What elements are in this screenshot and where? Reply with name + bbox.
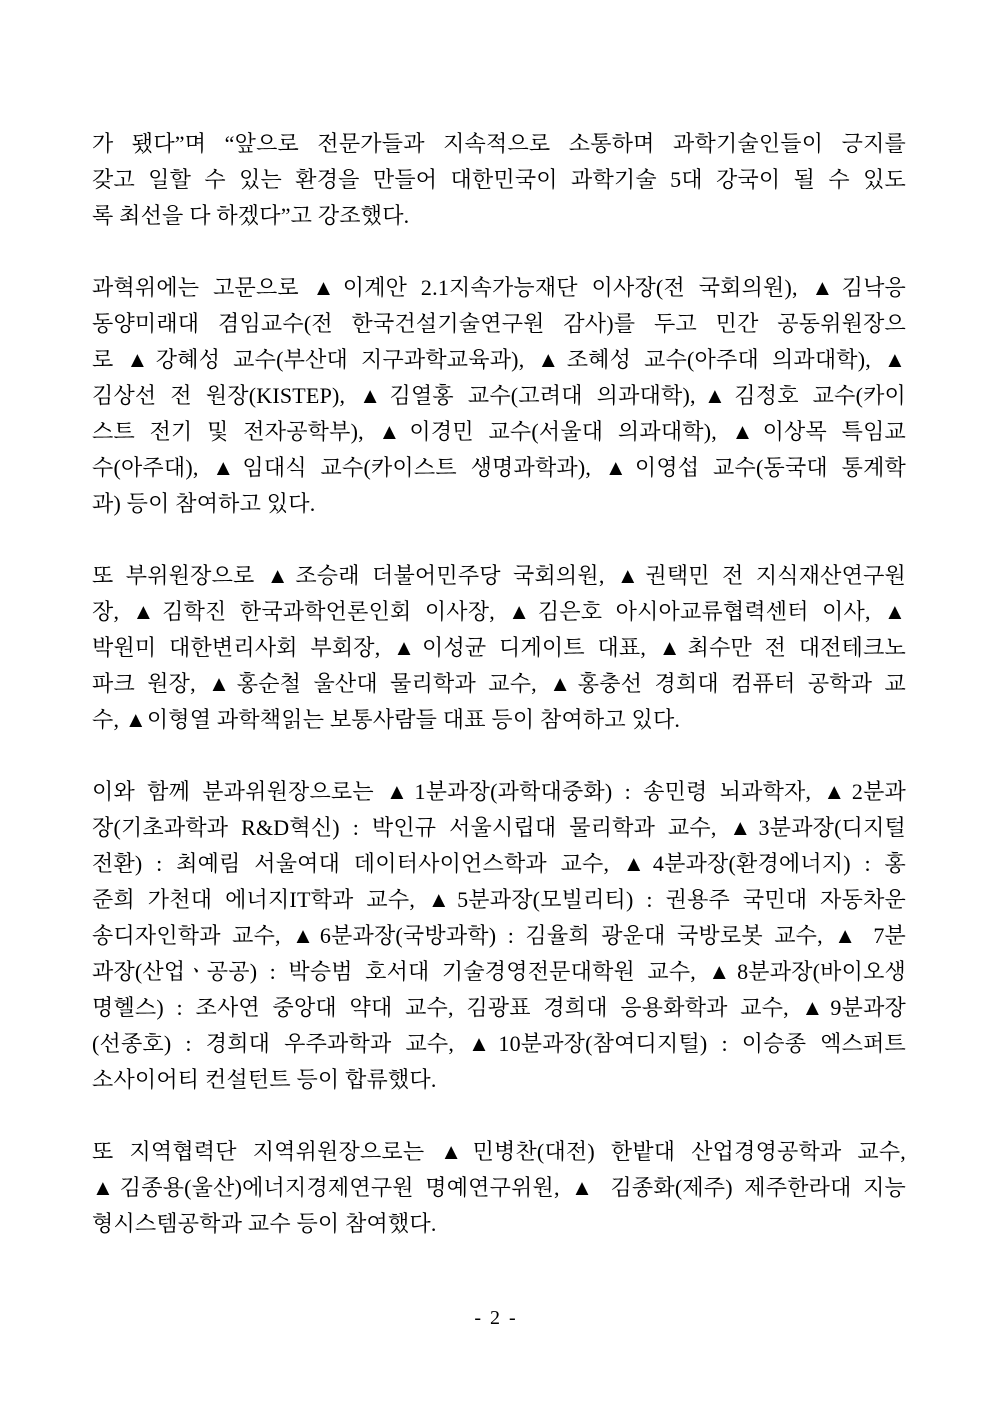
paragraph-line: 박원미 대한변리사회 부회장, ▲이성균 디게이트 대표, ▲최수만 전 대전테크노 — [92, 635, 906, 660]
paragraph-line: 갖고 일할 수 있는 환경을 만들어 대한민국이 과학기술 5대 강국이 될 수 있도 — [92, 167, 906, 192]
paragraph-line: 김상선 전 원장(KISTEP), ▲김열홍 교수(고려대 의과대학),▲김정호 교수(카이 — [92, 383, 906, 408]
paragraph-line: 또 부위원장으로 ▲조승래 더불어민주당 국회의원, ▲권택민 전 지식재산연구원 — [92, 563, 906, 588]
paragraph-line: 송디자인학과 교수, ▲6분과장(국방과학) : 김율희 광운대 국방로봇 교수, ▲ 7분 — [92, 923, 906, 948]
paragraph-line: (선종호) : 경희대 우주과학과 교수, ▲10분과장(참여디지털) : 이승종 엑스퍼트 — [92, 1031, 906, 1056]
paragraph-line: 가 됐다”며 “앞으로 전문가들과 지속적으로 소통하며 과학기술인들이 긍지를 — [92, 131, 906, 156]
paragraph-line: 명헬스) : 조사연 중앙대 약대 교수, 김광표 경희대 응용화학과 교수, ▲9분과장 — [92, 995, 906, 1020]
page-number: - 2 - — [474, 1307, 518, 1329]
paragraph-line: 전환) : 최예림 서울여대 데이터사이언스학과 교수, ▲4분과장(환경에너지) : 홍 — [92, 851, 906, 876]
paragraph-line: 과혁위에는 고문으로 ▲이계안 2.1지속가능재단 이사장(전 국회의원), ▲김낙응 — [92, 275, 906, 300]
paragraph — [92, 1134, 906, 1242]
paragraph-line: 소사이어티 컨설턴트 등이 합류했다. — [92, 1067, 437, 1092]
paragraph-line: ▲김종용(울산)에너지경제연구원 명예연구위원, ▲ 김종화(제주) 제주한라대 지능 — [92, 1175, 906, 1200]
paragraph-line: 과) 등이 참여하고 있다. — [92, 491, 316, 516]
paragraph — [92, 270, 906, 522]
paragraph — [92, 126, 906, 234]
paragraph-line: 파크 원장, ▲홍순철 울산대 물리학과 교수, ▲홍충선 경희대 컴퓨터 공학과 교 — [92, 671, 906, 696]
paragraph-line: 형시스템공학과 교수 등이 참여했다. — [92, 1211, 437, 1236]
paragraph-line: 로 ▲강혜성 교수(부산대 지구과학교육과), ▲조혜성 교수(아주대 의과대학), ▲ — [92, 347, 906, 372]
paragraph-line: 장, ▲김학진 한국과학언론인회 이사장, ▲김은호 아시아교류협력센터 이사, ▲ — [92, 599, 906, 624]
paragraph — [92, 558, 906, 738]
paragraph — [92, 774, 906, 1098]
paragraph-line: 수, ▲이형열 과학책읽는 보통사람들 대표 등이 참여하고 있다. — [92, 707, 681, 732]
paragraph-line: 이와 함께 분과위원장으로는 ▲1분과장(과학대중화) : 송민령 뇌과학자, ▲2분과 — [92, 779, 906, 804]
document-body — [92, 126, 906, 1242]
paragraph-line: 수(아주대), ▲임대식 교수(카이스트 생명과학과), ▲이영섭 교수(동국대 통계학 — [92, 455, 906, 480]
paragraph-line: 장(기초과학과 R&D혁신) : 박인규 서울시립대 물리학과 교수, ▲3분과장(디지털 — [92, 815, 906, 840]
paragraph-line: 과장(산업ㆍ공공) : 박승범 호서대 기술경영전문대학원 교수, ▲8분과장(바이오생 — [92, 959, 906, 984]
paragraph-line: 동양미래대 겸임교수(전 한국건설기술연구원 감사)를 두고 민간 공동위원장으 — [92, 311, 906, 336]
paragraph-line: 스트 전기 및 전자공학부), ▲이경민 교수(서울대 의과대학), ▲이상목 특임교 — [92, 419, 906, 444]
paragraph-line: 준희 가천대 에너지IT학과 교수, ▲5분과장(모빌리티) : 권용주 국민대 자동차운 — [92, 887, 906, 912]
paragraph-line: 록 최선을 다 하겠다”고 강조했다. — [92, 203, 410, 228]
paragraph-line: 또 지역협력단 지역위원장으로는 ▲민병찬(대전) 한밭대 산업경영공학과 교수, — [92, 1139, 906, 1164]
